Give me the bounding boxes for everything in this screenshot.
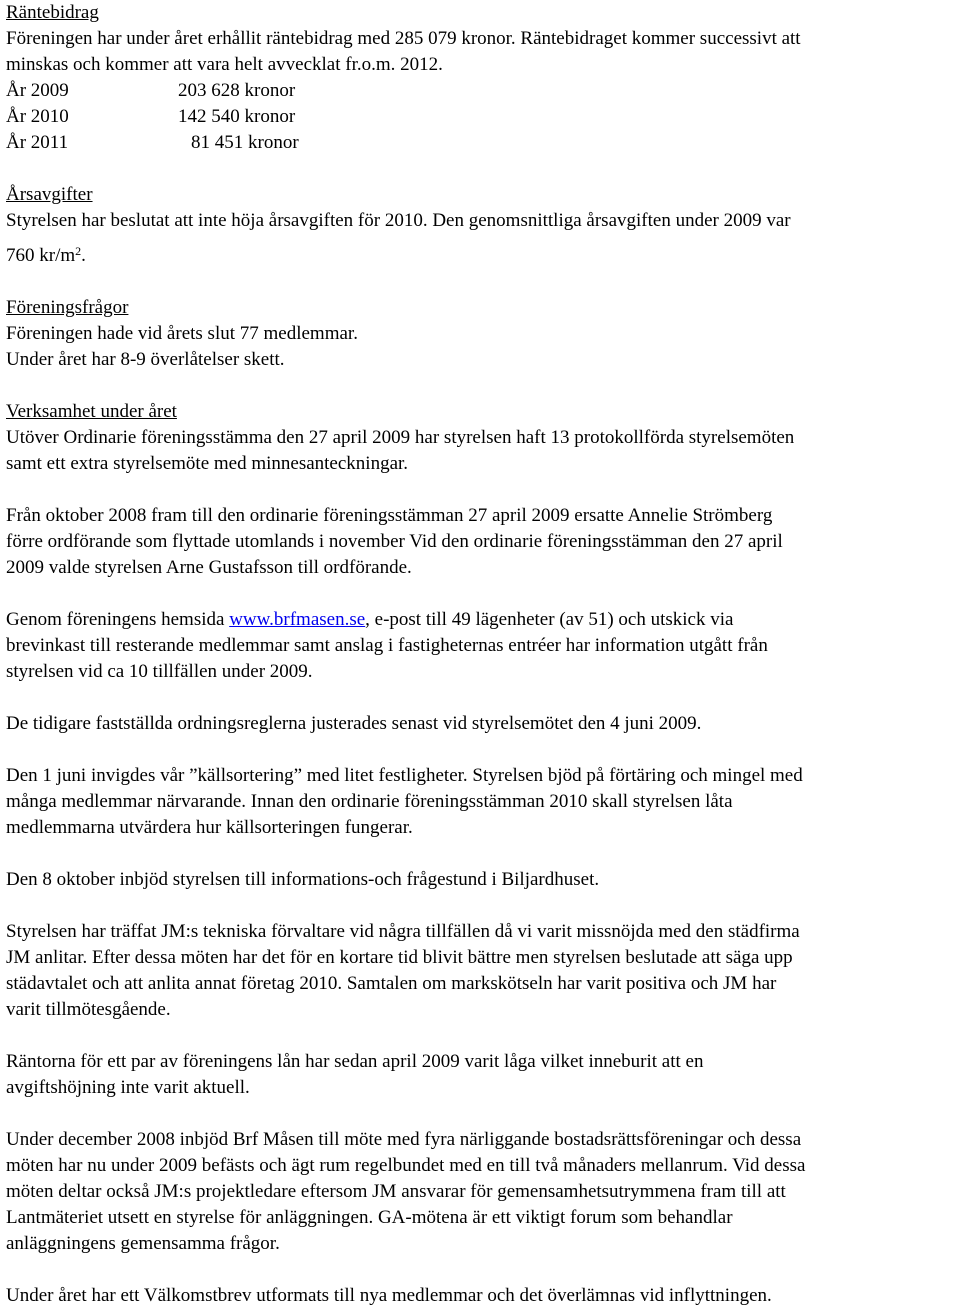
paragraph-line: JM anlitar. Efter dessa möten har det för en kortare tid blivit bättre men styrelsen beslutade att säga upp: [6, 947, 793, 968]
spacer: [6, 841, 960, 867]
text-run: , e-post till 49 lägenheter (av 51) och utskick via: [365, 609, 734, 630]
spacer: [6, 156, 960, 182]
paragraph-line: Under december 2008 inbjöd Brf Måsen till möte med fyra närliggande bostadsrättsföreningar och dessa: [6, 1129, 802, 1150]
paragraph-line: De tidigare fastställda ordningsreglerna justerades senast vid styrelsemötet den 4 juni 2009.: [6, 713, 702, 734]
heading-rantebidrag: Räntebidrag: [6, 2, 99, 23]
paragraph-line: 2009 valde styrelsen Arne Gustafsson till ordförande.: [6, 557, 412, 578]
paragraph-line: [6, 238, 960, 269]
paragraph-line: möten deltar också JM:s projektledare eftersom JM ansvarar för gemensamhetsutrymmena fram till att: [6, 1181, 786, 1202]
spacer: [6, 269, 960, 295]
paragraph: [6, 711, 960, 737]
paragraph-line: anläggningens gemensamma frågor.: [6, 1233, 280, 1254]
paragraph-line: Under året har ett Välkomstbrev utformats till nya medlemmar och det överlämnas vid inflyttningen.: [6, 1285, 772, 1306]
section-rantebidrag: [6, 0, 960, 156]
paragraph-line: varit tillmötesgående.: [6, 999, 171, 1020]
year-cell: År 2011: [6, 132, 69, 153]
paragraph-line: medlemmarna utvärdera hur källsorteringen fungerar.: [6, 817, 413, 838]
paragraph: [6, 607, 960, 685]
paragraph-line: [6, 607, 960, 633]
spacer: [6, 737, 960, 763]
paragraph-line: Föreningen har under året erhållit räntebidrag med 285 079 kronor. Räntebidraget kommer successivt att: [6, 28, 801, 49]
paragraph-line: Den 8 oktober inbjöd styrelsen till informations-och frågestund i Biljardhuset.: [6, 869, 600, 890]
year-cell: År 2009: [6, 80, 69, 101]
spacer: [6, 1023, 960, 1049]
paragraph-line: Föreningen hade vid årets slut 77 medlemmar.: [6, 323, 358, 344]
paragraph-line: brevinkast till resterande medlemmar samt anslag i fastigheternas entréer har information utgått från: [6, 635, 768, 656]
paragraph-line: minskas och kommer att vara helt avvecklat fr.o.m. 2012.: [6, 54, 443, 75]
rantebidrag-table: [6, 78, 960, 156]
table-row: [6, 130, 960, 156]
paragraph-line: Från oktober 2008 fram till den ordinarie föreningsstämman 27 april 2009 ersatte Annelie Strömberg: [6, 505, 773, 526]
table-row: [6, 104, 960, 130]
paragraph: [6, 867, 960, 893]
punctuation: .: [81, 245, 86, 266]
paragraph: [6, 503, 960, 581]
section-arsavgifter: [6, 182, 960, 269]
paragraph-line: samt ett extra styrelsemöte med minnesanteckningar.: [6, 453, 409, 474]
fee-value: 760 kr/m: [6, 245, 76, 266]
amount-cell: 81 451 kronor: [191, 132, 299, 153]
paragraph-line: avgiftshöjning inte varit aktuell.: [6, 1077, 250, 1098]
paragraph-line: möten har nu under 2009 befästs och ägt rum regelbundet med en till två månaders mellanrum. Vid dessa: [6, 1155, 806, 1176]
paragraph: [6, 763, 960, 841]
amount-cell: 142 540 kronor: [178, 106, 296, 127]
year-cell: År 2010: [6, 106, 69, 127]
spacer: [6, 1101, 960, 1127]
paragraph-line: styrelsen vid ca 10 tillfällen under 2009.: [6, 661, 313, 682]
paragraph-line: Utöver Ordinarie föreningsstämma den 27 april 2009 har styrelsen haft 13 protokollförda styrelsemöten: [6, 427, 795, 448]
paragraph-line: Räntorna för ett par av föreningens lån har sedan april 2009 varit låga vilket inneburit att en: [6, 1051, 704, 1072]
paragraph-line: städavtalet och att anlita annat företag 2010. Samtalen om markskötseln har varit positiva och JM har: [6, 973, 777, 994]
paragraph-line: Under året har 8-9 överlåtelser skett.: [6, 349, 285, 370]
paragraph-line: Den 1 juni invigdes vår ”källsortering” med litet festligheter. Styrelsen bjöd på förtäring och mingel med: [6, 765, 803, 786]
amount-cell: 203 628 kronor: [178, 80, 296, 101]
section-verksamhet: [6, 399, 960, 1309]
paragraph: [6, 1283, 960, 1309]
superscript: 2: [75, 244, 82, 258]
spacer: [6, 685, 960, 711]
paragraph: [6, 425, 960, 477]
paragraph: [6, 919, 960, 1023]
heading-verksamhet: Verksamhet under året: [6, 401, 177, 422]
spacer: [6, 581, 960, 607]
paragraph-line: Lantmäteriet utsett en styrelse för anläggningen. GA-mötena är ett viktigt forum som behandlar: [6, 1207, 733, 1228]
paragraph-line: förre ordförande som flyttade utomlands i november Vid den ordinarie föreningsstämman den 27 april: [6, 531, 783, 552]
spacer: [6, 373, 960, 399]
spacer: [6, 477, 960, 503]
paragraph: [6, 1049, 960, 1101]
section-foreningsfragor: [6, 295, 960, 373]
spacer: [6, 1257, 960, 1283]
paragraph-line: många medlemmar närvarande. Innan den ordinarie föreningsstämman 2010 skall styrelsen låta: [6, 791, 733, 812]
text-run: Genom föreningens hemsida: [6, 609, 230, 630]
website-link[interactable]: www.brfmasen.se: [229, 609, 366, 630]
heading-arsavgifter: Årsavgifter: [6, 184, 93, 205]
spacer: [6, 893, 960, 919]
table-row: [6, 78, 960, 104]
paragraph-line: Styrelsen har beslutat att inte höja årsavgiften för 2010. Den genomsnittliga årsavgiften under 2009 var: [6, 210, 791, 231]
paragraph-line: Styrelsen har träffat JM:s tekniska förvaltare vid några tillfällen då vi varit missnöjda med den städfirma: [6, 921, 800, 942]
heading-foreningsfragor: Föreningsfrågor: [6, 297, 129, 318]
paragraph: [6, 1127, 960, 1257]
